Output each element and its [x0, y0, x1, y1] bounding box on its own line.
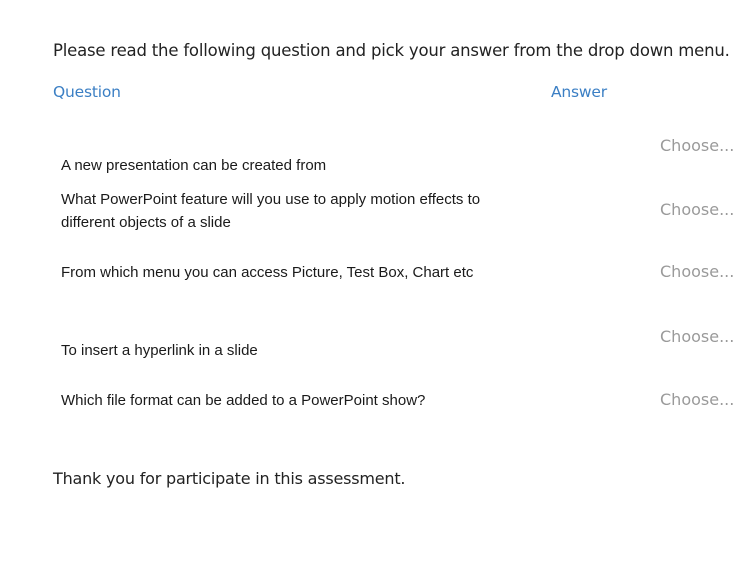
- answer-4-dropdown[interactable]: Choose...: [660, 327, 734, 346]
- question-5-text: Which file format can be added to a PowerPoint show?: [61, 392, 426, 409]
- question-4-text: To insert a hyperlink in a slide: [61, 342, 258, 359]
- answer-5-dropdown[interactable]: Choose...: [660, 390, 734, 409]
- intro-text: Please read the following question and pick your answer from the drop down menu.: [53, 41, 730, 60]
- question-column-header: Question: [53, 83, 121, 101]
- question-2-text: What PowerPoint feature will you use to apply motion effects to different objects of a slide: [61, 191, 481, 231]
- thank-you-text: Thank you for participate in this assessment.: [53, 469, 406, 488]
- answer-1-dropdown[interactable]: Choose...: [660, 136, 734, 155]
- answer-column-header: Answer: [551, 83, 607, 101]
- question-1-text: A new presentation can be created from: [61, 157, 327, 174]
- question-3-text: From which menu you can access Picture, Test Box, Chart etc: [61, 264, 474, 281]
- answer-3-dropdown[interactable]: Choose...: [660, 262, 734, 281]
- answer-2-dropdown[interactable]: Choose...: [660, 200, 734, 219]
